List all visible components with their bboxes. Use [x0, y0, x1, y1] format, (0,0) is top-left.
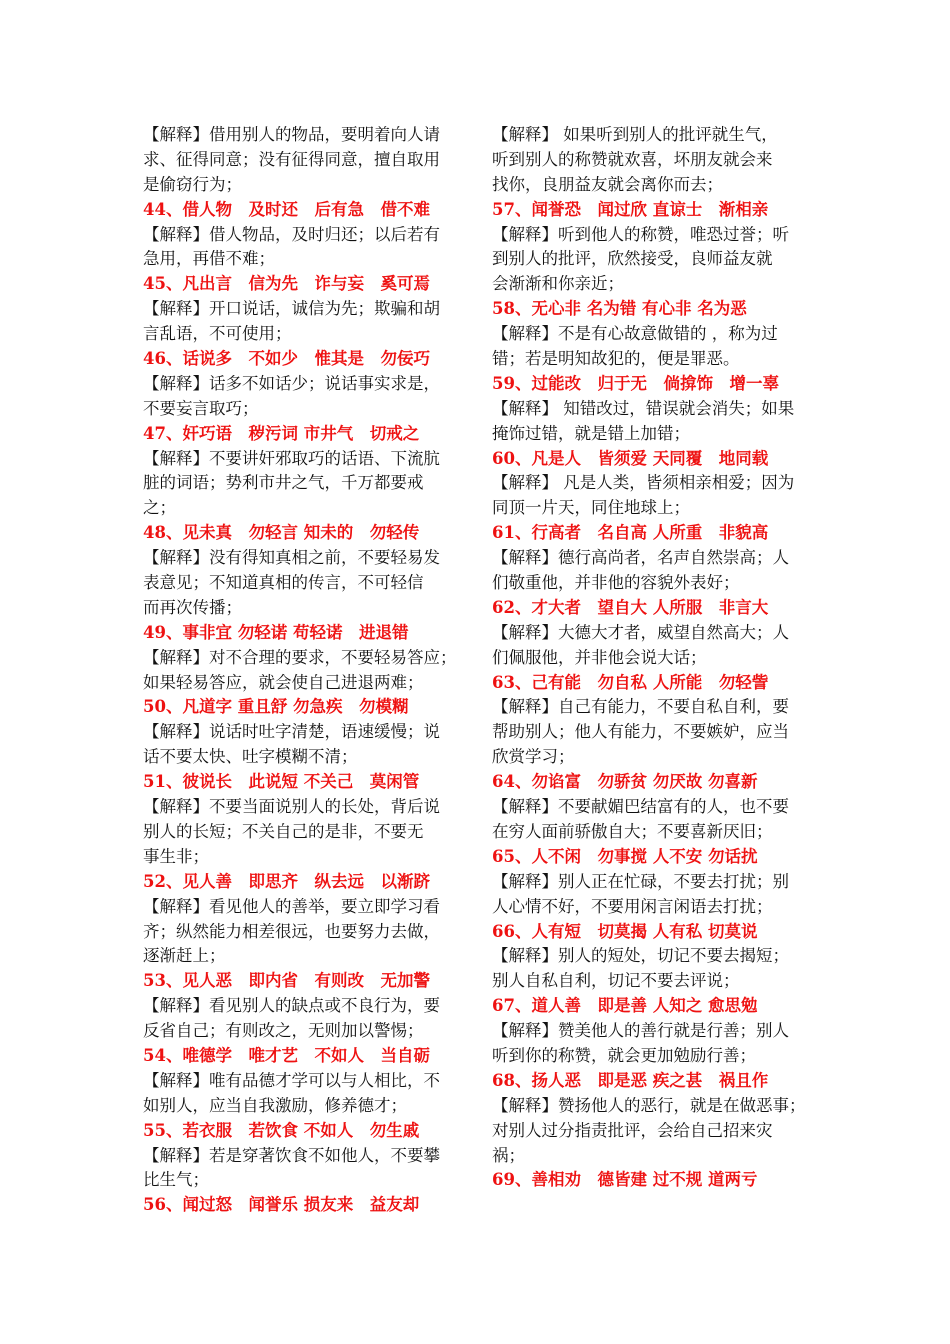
verse-heading: 64、勿谄富 勿骄贫 勿厌故 勿喜新: [492, 772, 758, 792]
explanation-line: 【解释】话多不如话少；说话事实求是，: [143, 373, 440, 393]
explanation-line: 如别人，应当自我激励，修养德才；: [143, 1095, 407, 1115]
explanation-line: 话不要太快、吐字模糊不清；: [143, 747, 358, 767]
explanation-line: 听到你的称赞，就会更加勉励行善；: [492, 1045, 756, 1065]
explanation-line: 急用，再借不难；: [143, 249, 275, 269]
explanation-line: 听到别人的称赞就欢喜，坏朋友就会来: [492, 149, 773, 169]
explanation-line: 同顶一片天，同住地球上；: [492, 498, 690, 518]
verse-heading: 46、话说多 不如少 惟其是 勿佞巧: [143, 349, 430, 369]
verse-heading: 58、无心非 名为错 有心非 名为恶: [492, 299, 747, 319]
explanation-line: 【解释】听到他人的称赞，唯恐过誉；听: [492, 224, 789, 244]
explanation-line: 掩饰过错，就是错上加错；: [492, 423, 690, 443]
explanation-line: 【解释】大德大才者，威望自然高大；人: [492, 622, 789, 642]
explanation-line: 【解释】不是有心故意做错的 ，称为过: [492, 324, 778, 344]
explanation-line: 表意见；不知道真相的传言，不可轻信: [143, 573, 424, 593]
explanation-line: 别人的长短；不关自己的是非，不要无: [143, 821, 424, 841]
verse-heading: 52、见人善 即思齐 纵去远 以渐跻: [143, 871, 430, 891]
verse-heading: 53、见人恶 即内省 有则改 无加警: [143, 971, 430, 991]
verse-heading: 48、见未真 勿轻言 知未的 勿轻传: [143, 523, 420, 543]
verse-heading: 68、扬人恶 即是恶 疾之甚 祸且作: [492, 1070, 769, 1090]
verse-heading: 50、凡道字 重且舒 勿急疾 勿模糊: [143, 697, 409, 717]
verse-heading: 47、奸巧语 秽污词 市井气 切戒之: [143, 423, 420, 443]
verse-heading: 51、彼说长 此说短 不关己 莫闲管: [143, 772, 420, 792]
verse-heading: 66、人有短 切莫揭 人有私 切莫说: [492, 921, 758, 941]
verse-heading: 69、善相劝 德皆建 过不规 道两亏: [492, 1170, 758, 1190]
verse-heading: 62、才大者 望自大 人所服 非言大: [492, 597, 769, 617]
explanation-line: 反省自己；有则改之，无则加以警惕；: [143, 1021, 424, 1041]
explanation-line: 而再次传播；: [143, 597, 242, 617]
explanation-line: 【解释】不要讲奸邪取巧的话语、下流肮: [143, 448, 440, 468]
explanation-line: 【解释】对不合理的要求，不要轻易答应；: [143, 647, 457, 667]
explanation-line: 祸；: [492, 1145, 525, 1165]
verse-heading: 61、行高者 名自高 人所重 非貌高: [492, 523, 769, 543]
explanation-line: 【解释】唯有品德才学可以与人相比，不: [143, 1070, 440, 1090]
explanation-line: 【解释】开口说话，诚信为先；欺骗和胡: [143, 299, 440, 319]
explanation-line: 【解释】说话时吐字清楚，语速缓慢；说: [143, 722, 440, 742]
verse-heading: 57、闻誉恐 闻过欣 直谅士 渐相亲: [492, 199, 769, 219]
verse-heading: 67、道人善 即是善 人知之 愈思勉: [492, 996, 758, 1016]
explanation-line: 别人自私自利，切记不要去评说；: [492, 971, 740, 991]
explanation-line: 【解释】不要献媚巴结富有的人，也不要: [492, 797, 789, 817]
explanation-line: 不要妄言取巧；: [143, 398, 259, 418]
explanation-line: 们佩服他，并非他会说大话；: [492, 647, 707, 667]
explanation-line: 比生气；: [143, 1170, 209, 1190]
explanation-line: 对别人过分指责批评，会给自己招来灾: [492, 1120, 773, 1140]
right-column: [492, 123, 817, 1193]
explanation-line: 【解释】没有得知真相之前，不要轻易发: [143, 548, 440, 568]
explanation-line: 是偷窃行为；: [143, 174, 242, 194]
explanation-line: 【解释】别人正在忙碌，不要去打扰；别: [492, 871, 789, 891]
explanation-line: 【解释】看见他人的善举，要立即学习看: [143, 896, 440, 916]
verse-heading: 44、借人物 及时还 后有急 借不难: [143, 199, 430, 219]
explanation-line: 【解释】看见别人的缺点或不良行为，要: [143, 996, 440, 1016]
explanation-line: 【解释】德行高尚者，名声自然崇高；人: [492, 548, 789, 568]
explanation-line: 事生非；: [143, 846, 209, 866]
explanation-line: 之；: [143, 498, 176, 518]
verse-heading: 45、凡出言 信为先 诈与妄 奚可焉: [143, 274, 430, 294]
verse-heading: 60、凡是人 皆须爱 天同覆 地同载: [492, 448, 769, 468]
explanation-line: 找你，良朋益友就会离你而去；: [492, 174, 723, 194]
explanation-line: 【解释】别人的短处，切记不要去揭短；: [492, 946, 789, 966]
verse-heading: 65、人不闲 勿事搅 人不安 勿话扰: [492, 846, 758, 866]
explanation-line: 脏的词语；势利市井之气，千万都要戒: [143, 473, 424, 493]
explanation-line: 齐；纵然能力相差很远，也要努力去做，: [143, 921, 440, 941]
explanation-line: 逐渐赶上；: [143, 946, 226, 966]
verse-heading: 56、闻过怒 闻誉乐 损友来 益友却: [143, 1195, 420, 1215]
explanation-line: 错；若是明知故犯的，便是罪恶。: [492, 349, 740, 369]
explanation-line: 欣赏学习；: [492, 747, 575, 767]
explanation-line: 【解释】 凡是人类，皆须相亲相爱；因为: [492, 473, 795, 493]
explanation-line: 【解释】 如果听到别人的批评就生气，: [492, 125, 778, 144]
explanation-line: 如果轻易答应，就会使自己进退两难；: [143, 672, 424, 692]
explanation-line: 【解释】自己有能力，不要自私自利，要: [492, 697, 789, 717]
explanation-line: 【解释】不要当面说别人的长处，背后说: [143, 797, 440, 817]
verse-heading: 49、事非宜 勿轻诺 苟轻诺 进退错: [143, 622, 409, 642]
explanation-line: 言乱语，不可使用；: [143, 324, 292, 344]
explanation-line: 们敬重他，并非他的容貌外表好；: [492, 573, 740, 593]
explanation-line: 【解释】若是穿著饮食不如他人，不要攀: [143, 1145, 440, 1165]
explanation-line: 会渐渐和你亲近；: [492, 274, 624, 294]
verse-heading: 55、若衣服 若饮食 不如人 勿生戚: [143, 1120, 420, 1140]
explanation-line: 【解释】赞美他人的善行就是行善；别人: [492, 1021, 789, 1041]
explanation-line: 人心情不好，不要用闲言闲语去打扰；: [492, 896, 773, 916]
explanation-line: 到别人的批评，欣然接受，良师益友就: [492, 249, 773, 269]
explanation-line: 【解释】借人物品，及时归还；以后若有: [143, 224, 440, 244]
verse-heading: 59、过能改 归于无 倘揜饰 增一辜: [492, 373, 779, 393]
explanation-line: 在穷人面前骄傲自大；不要喜新厌旧；: [492, 821, 773, 841]
left-column: [143, 123, 473, 1218]
explanation-line: 【解释】借用别人的物品，要明着向人请: [143, 125, 440, 144]
verse-heading: 54、唯德学 唯才艺 不如人 当自砺: [143, 1045, 430, 1065]
verse-heading: 63、己有能 勿自私 人所能 勿轻訾: [492, 672, 769, 692]
explanation-line: 帮助别人；他人有能力，不要嫉妒，应当: [492, 722, 789, 742]
explanation-line: 【解释】赞扬他人的恶行，就是在做恶事；: [492, 1095, 806, 1115]
explanation-line: 【解释】 知错改过，错误就会消失；如果: [492, 398, 795, 418]
explanation-line: 求、征得同意；没有征得同意，擅自取用: [143, 149, 440, 169]
